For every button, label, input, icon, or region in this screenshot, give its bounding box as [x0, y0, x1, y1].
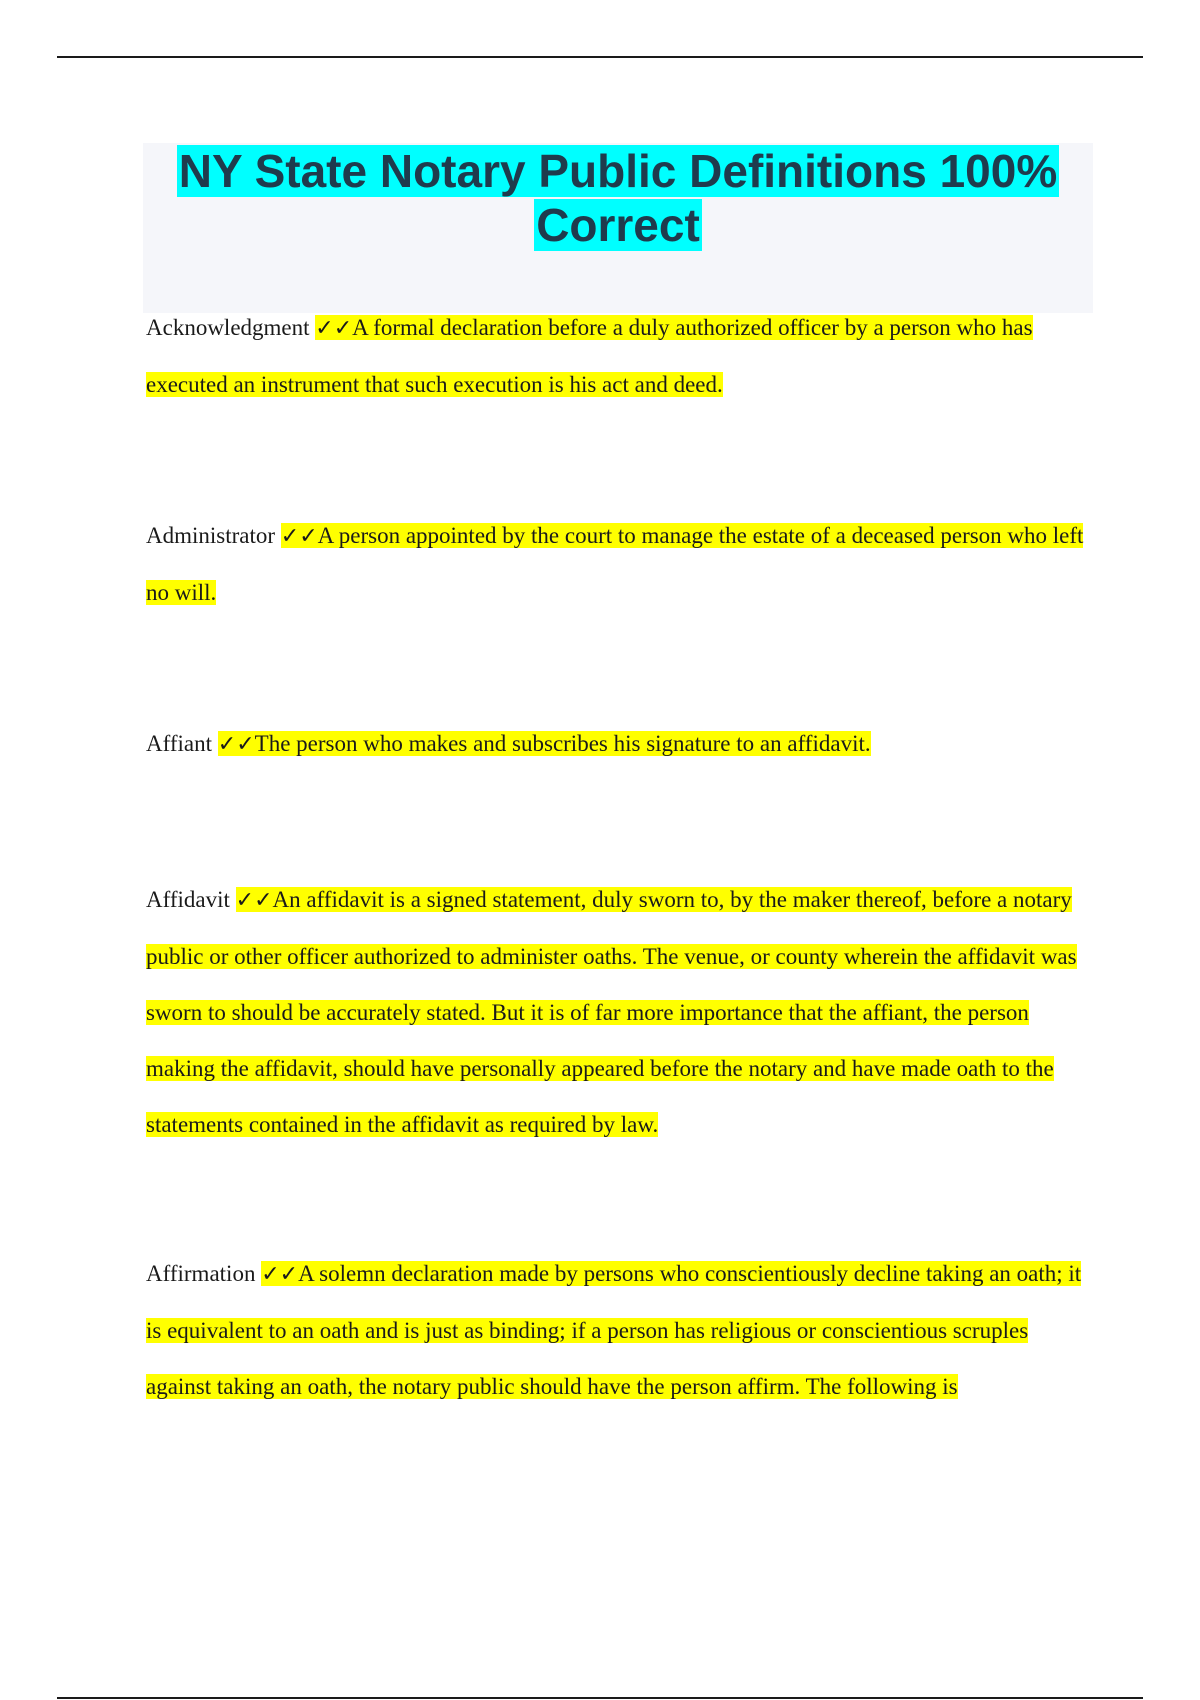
definition: A solemn declaration made by persons who conscientiously decline taking an oath; it is equivalent to an oath and is just as binding; if a person has religious or conscientious scruples against taking an oath, the notary public should have the person affirm. The following is — [146, 1261, 1082, 1399]
term: Acknowledgment — [146, 315, 310, 340]
term: Affidavit — [146, 887, 230, 912]
term: Affirmation — [146, 1261, 256, 1286]
definition: The person who makes and subscribes his signature to an affidavit. — [254, 731, 871, 756]
bottom-rule — [57, 1697, 1143, 1699]
term: Administrator — [146, 523, 276, 548]
double-check-icon: ✓✓ — [261, 1262, 299, 1287]
definition-entry-affidavit — [146, 872, 1096, 1153]
top-rule — [57, 56, 1143, 58]
double-check-icon: ✓✓ — [235, 888, 273, 913]
double-check-icon: ✓✓ — [315, 316, 353, 341]
definition: An affidavit is a signed statement, duly sworn to, by the maker thereof, before a notary public or other officer authorized to administer oaths. The venue, or county wherein the affidavit was sworn to should be accurately stated. But it is of far more importance that the affiant, the person making the affidavit, should have personally appeared before the notary and have made oath to the statements contained in the affidavit as required by law. — [146, 887, 1077, 1137]
definition-entry-acknowledgment — [146, 300, 1096, 413]
definition: A formal declaration before a duly authorized officer by a person who has executed an instrument that such execution is his act and deed. — [146, 315, 1033, 397]
double-check-icon: ✓✓ — [217, 732, 255, 757]
definition-entry-affiant — [146, 716, 1096, 773]
definition: A person appointed by the court to manage the estate of a deceased person who left no will. — [146, 523, 1084, 605]
definition-entry-affirmation — [146, 1246, 1096, 1415]
document-title: NY State Notary Public Definitions 100% Correct — [178, 145, 1058, 251]
term: Affiant — [146, 731, 213, 756]
double-check-icon: ✓✓ — [280, 524, 318, 549]
definition-entry-administrator — [146, 508, 1096, 621]
